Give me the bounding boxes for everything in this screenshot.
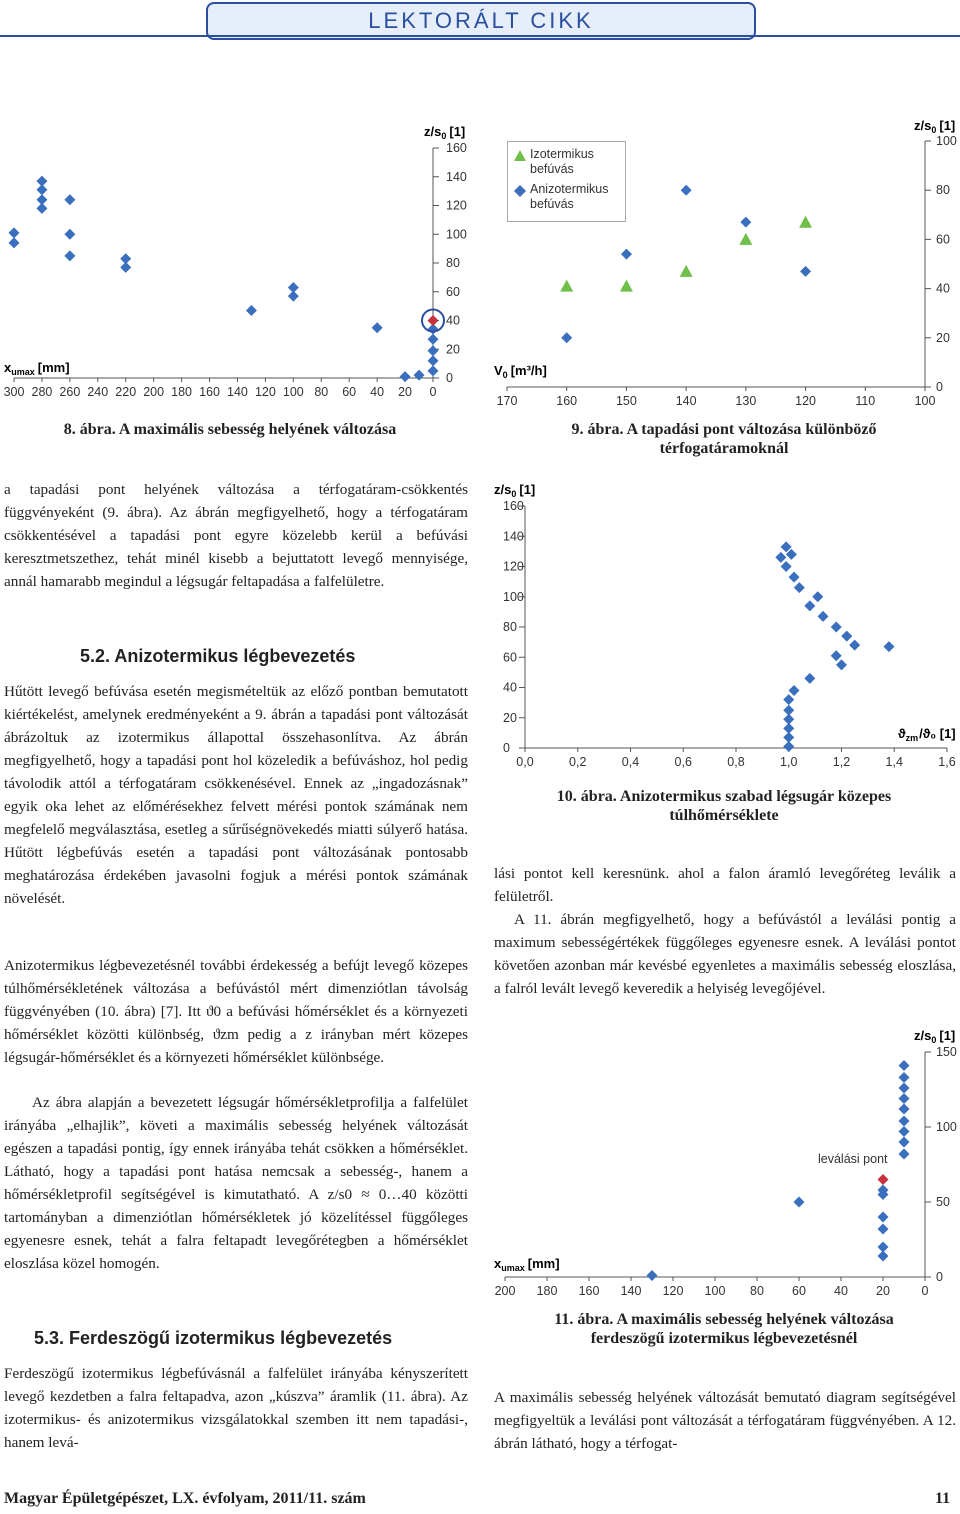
fig10-ytick-label: 60 <box>503 650 517 665</box>
fig9-ytick-label: 20 <box>936 330 950 345</box>
fig11-data-point <box>899 1104 910 1115</box>
fig11-data-point <box>899 1060 910 1071</box>
fig8-ytick-label: 100 <box>446 227 467 242</box>
fig11-xtick-label: 120 <box>662 1284 684 1298</box>
fig11-data-point <box>899 1149 910 1160</box>
right-paragraph-2: A 11. ábrán megfigyelhető, hogy a befúvástól a leválási pontig a maximum sebességértékek függőleges egyenesre esnek. A leválási pontot követően azonban már kevésbé egyenletes a maximális sebesség eloszlása, a falról levált levegő keveredik a helyiség levegőjével. <box>494 911 956 997</box>
fig9-ytick-label: 60 <box>936 232 950 247</box>
fig11-data-point <box>647 1270 658 1281</box>
legend-item-anizotermikus: Anizotermikus befúvás <box>508 182 625 212</box>
fig8-ylabel: $z/s_0$ [1] <box>424 124 466 141</box>
fig11-xtick-label: 40 <box>834 1284 848 1298</box>
fig8-xtick-label: 40 <box>370 385 385 399</box>
left-paragraph-1: a tapadási pont helyének változása a térfogatáram-csökkentés függvényeként (9. ábra). Az ábrán megfigyelhető, hogy a térfogatáram csökkentésével a tapadási pont egyre közelebb kerül a befúvási keresztmetszethez, tehát minél kisebb a bejuttatott levegő mennyisége, annál hamarabb megindul a légsugár feltapadása a falfelületre. <box>4 481 468 590</box>
left-paragraph-5: Ferdeszögű izotermikus légbefúvásnál a falfelület irányába kényszerített levegő kezdetben a falra feltapadva, azon „kúszva” áramlik (11. ábra). Az izotermikus- és anizotermikus vizsgálatokkal szemben itt nem tapadási-, hanem levá- <box>4 1365 468 1451</box>
fig11-xtick-label: 80 <box>750 1284 764 1298</box>
footer-journal: Magyar Épületgépészet, LX. évfolyam, 2011/11. szám <box>4 1490 366 1507</box>
fig9-ylabel: $z/s_0$ [1] <box>914 118 956 135</box>
fig10-ytick-label: 120 <box>503 559 524 574</box>
fig11-data-point <box>878 1242 889 1253</box>
fig10-xtick-label: 1,0 <box>780 755 798 769</box>
left-paragraph-4: Az ábra alapján a bevezetett légsugár hőmérsékletprofilja a falfelület irányába „elhajlik”, követi a maximális sebesség helyének változását egészen a tapadási pontig, így ennek irányába tehát csökken a hőmérséklet. Látható, hogy a tapadási pont hatása nemcsak a sebesség-, hanem a hőmérsékletprofil segítségével is kimutatható. A z/s0 ≈ 0…40 közötti tartományban a dimenziótlan hőmérsékletek jó közelítéssel függőleges egyenesre esnek, tehát a falra feltapadt levegőrétegben a hőmérséklet eloszlása közel homogén. <box>4 1094 468 1272</box>
fig8-xtick-label: 100 <box>282 385 304 399</box>
fig9-ytick-label: 100 <box>936 134 957 148</box>
fig11-data-point <box>899 1072 910 1083</box>
fig8-xtick-label: 60 <box>342 385 357 399</box>
fig10-xtick-label: 1,4 <box>885 755 903 769</box>
fig8-ytick-label: 80 <box>446 256 460 270</box>
fig8-xtick-label: 240 <box>87 385 109 399</box>
fig8-ytick-label: 60 <box>446 284 460 299</box>
fig8-ytick-label: 0 <box>446 371 453 385</box>
fig9-xtick-label: 110 <box>855 394 876 408</box>
fig10-xtick-label: 0,2 <box>569 755 587 769</box>
fig10-xtick-label: 0,4 <box>621 755 640 769</box>
fig10-ytick-label: 160 <box>503 499 524 513</box>
heading-5-3: 5.3. Ferdeszögű izotermikus légbevezetés <box>34 1328 393 1348</box>
fig10-xtick-label: 1,6 <box>938 755 956 769</box>
right-paragraph-3: A maximális sebesség helyének változását bemutató diagram segítségével megfigyeltük a leválási pont változását a térfogatáram függvényében. A 12. ábrán látható, hogy a térfogat- <box>494 1389 956 1452</box>
fig9-ytick-label: 80 <box>936 183 950 198</box>
fig8-xtick-label: 220 <box>115 385 137 399</box>
fig8-xtick-label: 180 <box>171 385 193 399</box>
fig11-xtick-label: 140 <box>620 1284 642 1298</box>
fig11-ytick-label: 100 <box>936 1120 957 1134</box>
fig9-xtick-label: 120 <box>795 394 817 408</box>
fig10-ytick-label: 20 <box>503 710 517 725</box>
fig11-xtick-label: 180 <box>536 1284 558 1298</box>
fig8-xtick-label: 20 <box>398 385 413 399</box>
fig11-annotation: leválási pont <box>818 1152 888 1166</box>
heading-5-2: 5.2. Anizotermikus légbevezetés <box>80 646 356 666</box>
fig9-xtick-label: 130 <box>735 394 757 408</box>
fig11-data-point <box>899 1126 910 1137</box>
fig11-ytick-label: 50 <box>936 1195 950 1209</box>
fig10-ytick-label: 100 <box>503 589 524 604</box>
figure-9-caption: 9. ábra. A tapadási pont változása különböző térfogatáramoknál <box>571 421 877 457</box>
fig11-ylabel: $z/s_0$ [1] <box>914 1028 956 1045</box>
left-paragraph-2: Hűtött levegő befúvása esetén megismételtük az előző pontban bemutatott kiértékelést, amelynek eredményeként a 9. ábrán a tapadási pont változását ábrázoltuk az izotermikus állapottal összehasonlítva. Az ábrán megfigyelhető, hogy a tapadási pont hol közeledik a befúváshoz, hol pedig távolodik attól a térfogatáram csökkenésével. Ennek az „ingadozásnak” egyik oka lehet az előmérésekhez felvett mérési pontok számának nem megfelelő megválasztása, esetleg a sűrűségnövekedés miatti súlyerő hatása. Hűtött légbefúvás esetén a tapadási pont változásának pontosabb meghatározása érdekében javasolni fogjuk a mérési pontok számának növelését. <box>4 683 468 907</box>
fig10-ytick-label: 0 <box>503 741 510 755</box>
fig8-xtick-label: 260 <box>59 385 81 399</box>
fig11-data-point <box>878 1224 889 1235</box>
fig10-xtick-label: 0,0 <box>516 755 534 769</box>
fig8-xtick-label: 120 <box>254 385 276 399</box>
fig8-xtick-label: 300 <box>3 385 25 399</box>
fig9-xlabel: $V_0$ [m³/h] <box>494 363 547 380</box>
fig8-ytick-label: 160 <box>446 141 467 155</box>
fig11-xtick-label: 160 <box>578 1284 600 1298</box>
fig8-ytick-label: 120 <box>446 198 467 213</box>
fig11-xlabel: $x_{umax}$ [mm] <box>494 1256 560 1273</box>
fig8-ytick-label: 20 <box>446 342 460 357</box>
fig9-xtick-label: 150 <box>615 394 637 408</box>
fig9-xtick-label: 160 <box>556 394 578 408</box>
fig8-xtick-label: 280 <box>31 385 53 399</box>
fig10-xtick-label: 0,6 <box>674 755 692 769</box>
fig11-xtick-label: 20 <box>876 1284 890 1298</box>
fig10-xtick-label: 0,8 <box>727 755 745 769</box>
fig11-data-point <box>878 1212 889 1223</box>
fig9-ytick-label: 0 <box>936 380 943 394</box>
figure-11-caption: 11. ábra. A maximális sebesség helyének változása ferdeszögű izotermikus légbevezetésnél <box>554 1311 894 1347</box>
fig9-xtick-label: 170 <box>496 394 518 408</box>
fig10-ylabel: $z/s_0$ [1] <box>494 482 536 499</box>
figure-8-caption: 8. ábra. A maximális sebesség helyének változása <box>63 421 397 438</box>
fig10-ytick-label: 140 <box>503 529 524 544</box>
fig9-xtick-label: 100 <box>914 394 936 408</box>
fig10-ytick-label: 40 <box>503 680 517 695</box>
fig11-ytick-label: 150 <box>936 1045 957 1059</box>
fig11-ytick-label: 0 <box>936 1270 943 1284</box>
legend-item-izotermikus: Izotermikus befúvás <box>508 147 625 177</box>
fig11-levalasi-point <box>878 1174 889 1185</box>
fig11-xtick-label: 60 <box>792 1284 806 1298</box>
fig10-ytick-label: 80 <box>503 620 517 634</box>
fig8-xtick-label: 160 <box>199 385 220 399</box>
fig11-data-point <box>899 1137 910 1148</box>
footer-page-number: 11 <box>935 1490 951 1507</box>
section-title: LEKTORÁLT CIKK <box>368 8 594 33</box>
fig9-xtick-label: 140 <box>675 394 697 408</box>
fig11-data-point <box>794 1197 805 1208</box>
fig11-xtick-label: 100 <box>704 1284 726 1298</box>
fig10-xtick-label: 1,2 <box>832 755 851 769</box>
fig8-xtick-label: 200 <box>143 385 165 399</box>
fig11-xtick-label: 0 <box>921 1284 929 1298</box>
fig8-xtick-label: 80 <box>314 385 329 399</box>
left-paragraph-3: Anizotermikus légbevezetésnél további érdekesség a befújt levegő közepes túlhőmérsékletének változása a befúvástól mért dimenziótlan távolság függvényében (10. ábra) [7]. Itt ϑ0 a befúvási hőmérséklet és a környezeti hőmérséklet közötti különbség, ϑzm pedig a z irányban mért közepes légsugár-hőmérséklet és a környezeti hőmérséklet különbsége. <box>4 957 468 1066</box>
fig11-data-point <box>899 1093 910 1104</box>
fig8-xtick-label: 140 <box>227 385 248 399</box>
fig10-xlabel: $ϑ_{zm}/ϑ_0$ [1] <box>898 726 956 743</box>
fig11-xtick-label: 200 <box>494 1284 516 1298</box>
fig8-ytick-label: 40 <box>446 313 460 328</box>
fig8-xtick-label: 0 <box>429 385 437 399</box>
fig8-ytick-label: 140 <box>446 169 467 184</box>
figure-10-caption: 10. ábra. Anizotermikus szabad légsugár közepes túlhőmérséklete <box>556 788 892 824</box>
fig8-xlabel: $x_{umax}$ [mm] <box>4 360 70 377</box>
right-paragraph-1: lási pontot kell keresnünk. ahol a falon áramló levegőréteg leválik a felületről. <box>494 865 956 905</box>
fig11-data-point <box>899 1083 910 1094</box>
fig9-ytick-label: 40 <box>936 281 950 296</box>
fig11-data-point <box>899 1116 910 1127</box>
